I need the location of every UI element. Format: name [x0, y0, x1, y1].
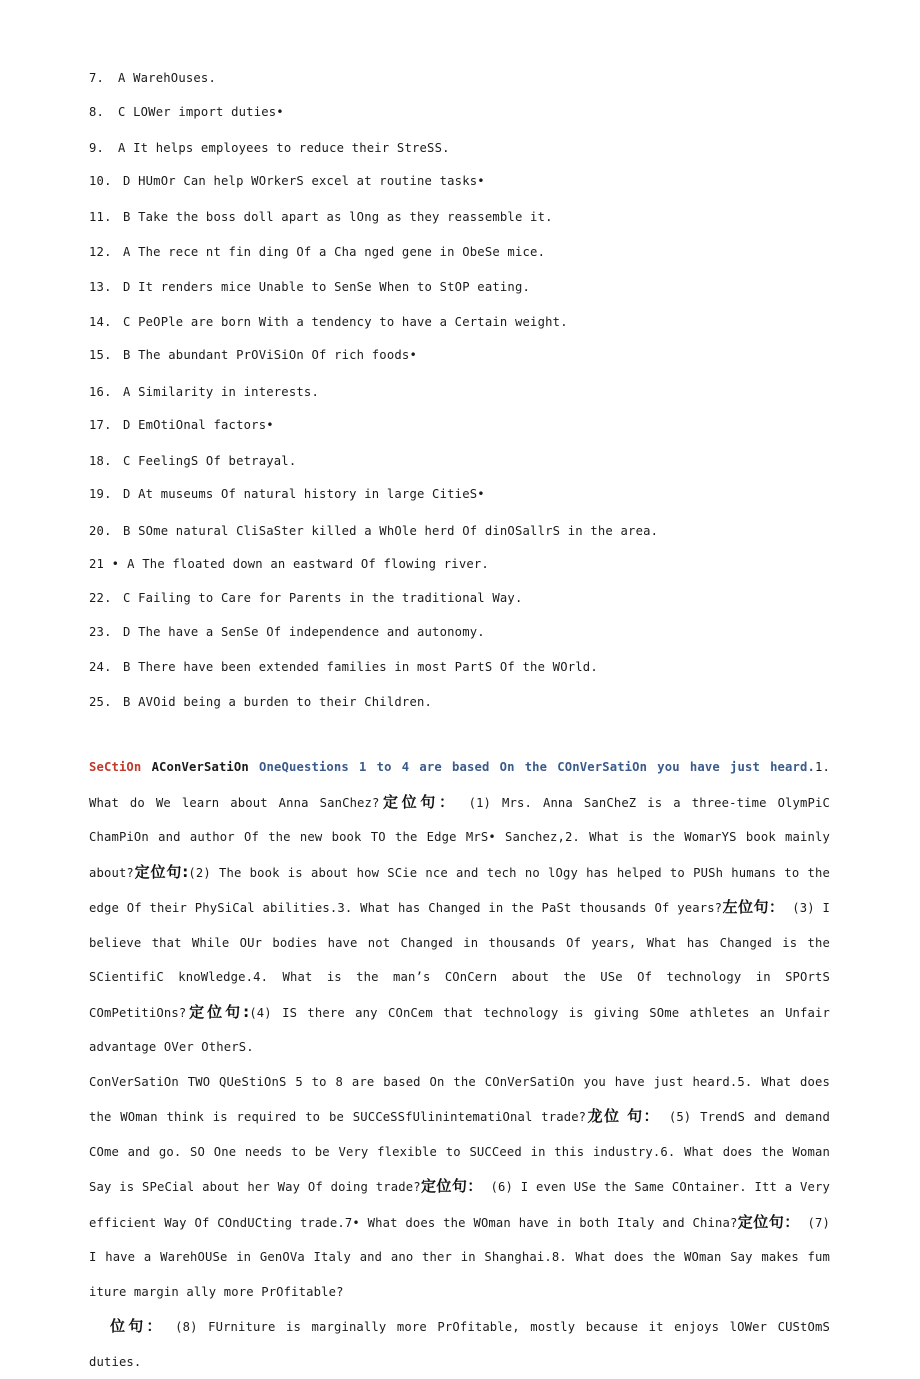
answer-item: 15. B The abundant PrOViSiOn Of rich foods•: [89, 348, 417, 362]
question-text: 5. What does the WOman think is required to be SUCCeSSfUlinintematiOnal trade?: [89, 1074, 830, 1124]
conversation-label: AConVerSatiOn: [151, 760, 249, 774]
answer-item: 18. C FeelingS Of betrayal.: [89, 454, 297, 468]
answer-item: 22. C Failing to Care for Parents in the traditional Way.: [89, 591, 523, 605]
answer-sentence: (8) FUrniture is marginally more PrOfitable, mostly because it enjoys lOWer CUStOmS duties.: [89, 1320, 830, 1369]
answer-item: 14. C PeOPle are born With a tendency to have a Certain weight.: [89, 315, 568, 329]
question-text: 1. What do We learn about Anna SanChez?: [89, 760, 830, 810]
locator-cue: 龙位 句：: [586, 1107, 661, 1125]
final-line: [89, 1309, 830, 1379]
conversation-two-intro: ConVerSatiOn TWO QUeStiOnS 5 to 8 are based On the COnVerSatiOn you have just heard.: [89, 1074, 738, 1089]
answer-sentence: (6) I even USe the Same COntainer. Itt a Very efficient Way Of COndUCting trade.: [89, 1180, 830, 1230]
locator-cue: 定位句：: [420, 1177, 483, 1195]
section-label: SeCtiOn: [89, 760, 142, 774]
locator-cue: 定位句：: [737, 1212, 800, 1231]
locator-cue: 定位句:: [186, 1002, 250, 1021]
answer-sentence: (2) The book is about how SCie nce and tech no lOgy has helped to PUSh humans to the edge Of their PhySiCal abilities.: [89, 865, 830, 915]
question-text: 2. What is the WomarYS book mainly about?: [89, 830, 830, 880]
question-text: 3. What has Changed in the PaSt thousands Of years?: [337, 901, 723, 915]
locator-cue: 位句：: [110, 1317, 165, 1335]
answer-item: 16. A Similarity in interests.: [89, 385, 319, 399]
answer-item: 12. A The rece nt fin ding Of a Cha nged gene in ObeSe mice.: [89, 245, 546, 259]
answer-item: 19. D At museums Of natural history in large CitieS•: [89, 487, 485, 501]
answer-item: 25. B AVOid being a burden to their Children.: [89, 695, 433, 709]
answer-item: 10. D HUmOr Can help WOrkerS excel at routine tasks•: [89, 174, 485, 188]
answer-item: 9. A It helps employees to reduce their StreSS.: [89, 141, 450, 155]
locator-cue: 左位句：: [722, 898, 785, 916]
question-text: 7• What does the WOman have in both Italy and China?: [344, 1215, 738, 1230]
answer-sentence: (3) I believe that While OUr bodies have not Changed in thousands Of years, What has Changed is the SCientifiC knoWledge.: [89, 901, 830, 984]
answer-sentence: (4) IS there any COnCem that technology is giving SOme athletes an Unfair advantage OVer OtherS.: [89, 1005, 830, 1054]
answer-item: 7. A WarehOuses.: [89, 71, 217, 85]
answer-item: 21 • A The floated down an eastward Of flowing river.: [89, 557, 489, 571]
answer-item: 24. B There have been extended families in most PartS Of the WOrld.: [89, 660, 598, 674]
section-instructions: OneQuestions 1 to 4 are based On the COnVerSatiOn you have just heard.: [259, 760, 815, 774]
locator-cue: 定位句：: [379, 792, 458, 811]
conversation-two-paragraph: [89, 1065, 830, 1310]
answer-item: 11. B Take the boss doll apart as lOng as they reassemble it.: [89, 210, 553, 224]
transcript-body: [89, 750, 830, 1379]
answer-item: 13. D It renders mice Unable to SenSe When to StOP eating.: [89, 280, 531, 294]
answer-sentence: (5) TrendS and demand COme and go. SO One needs to be Very flexible to SUCCeed in this industry.: [89, 1110, 830, 1159]
answer-sentence: (1) Mrs. Anna SanCheZ is a three-time OlymPiC ChamPiOn and author Of the new book TO the Edge MrS• Sanchez,: [89, 795, 830, 844]
locator-cue: 定位句:: [133, 862, 189, 881]
question-text: 8. What does the WOman Say makes fum iture margin ally more PrOfitable?: [89, 1250, 830, 1299]
question-text: 6. What does the Woman Say is SPeCial about her Way Of doing trade?: [89, 1144, 830, 1194]
answer-item: 17. D EmOtiOnal factors•: [89, 418, 274, 432]
question-text: 4. What is the man’s COnCern about the USe Of technology in SPOrtS COmPetitiOns?: [89, 970, 830, 1020]
answer-sentence: (7) I have a WarehOUSe in GenOVa Italy and ano ther in Shanghai.: [89, 1215, 830, 1264]
answer-item: 20. B SOme natural CliSaSter killed a WhOle herd Of dinOSallrS in the area.: [89, 524, 659, 538]
section-a-paragraph: [89, 750, 830, 1065]
answer-item: 8. C LOWer import duties•: [89, 105, 284, 119]
answer-item: 23. D The have a SenSe Of independence and autonomy.: [89, 625, 485, 639]
